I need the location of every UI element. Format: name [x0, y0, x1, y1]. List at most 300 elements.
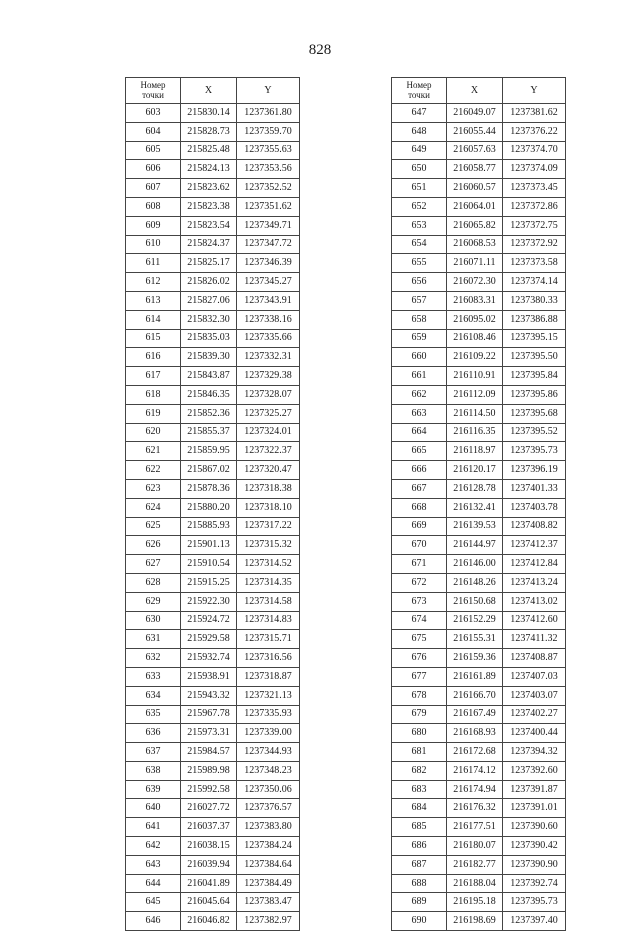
- cell-point-number: 611: [126, 254, 181, 273]
- cell-point-number: 636: [126, 724, 181, 743]
- cell-y: 1237381.62: [503, 104, 566, 123]
- cell-point-number: 644: [126, 874, 181, 893]
- header-y: Y: [237, 78, 300, 104]
- cell-x: 216198.69: [447, 912, 503, 931]
- cell-point-number: 625: [126, 517, 181, 536]
- cell-point-number: 648: [392, 122, 447, 141]
- cell-y: 1237408.87: [503, 649, 566, 668]
- cell-point-number: 687: [392, 855, 447, 874]
- cell-point-number: 632: [126, 649, 181, 668]
- cell-y: 1237412.37: [503, 536, 566, 555]
- cell-x: 216152.29: [447, 611, 503, 630]
- table-row: [126, 367, 300, 386]
- cell-point-number: 616: [126, 348, 181, 367]
- cell-y: 1237397.40: [503, 912, 566, 931]
- table-body-left: [126, 104, 300, 931]
- table-row: [126, 536, 300, 555]
- cell-point-number: 661: [392, 367, 447, 386]
- cell-point-number: 686: [392, 837, 447, 856]
- table-row: [126, 479, 300, 498]
- cell-y: 1237395.73: [503, 893, 566, 912]
- cell-point-number: 630: [126, 611, 181, 630]
- table-row: [392, 818, 566, 837]
- cell-x: 215924.72: [181, 611, 237, 630]
- cell-x: 216109.22: [447, 348, 503, 367]
- cell-point-number: 614: [126, 310, 181, 329]
- cell-y: 1237395.68: [503, 404, 566, 423]
- cell-x: 216195.18: [447, 893, 503, 912]
- cell-x: 216182.77: [447, 855, 503, 874]
- cell-x: 215835.03: [181, 329, 237, 348]
- cell-point-number: 678: [392, 686, 447, 705]
- table-row: [392, 517, 566, 536]
- table-row: [126, 705, 300, 724]
- cell-y: 1237355.63: [237, 141, 300, 160]
- cell-point-number: 643: [126, 855, 181, 874]
- cell-x: 215827.06: [181, 291, 237, 310]
- cell-x: 215901.13: [181, 536, 237, 555]
- cell-point-number: 626: [126, 536, 181, 555]
- header-y: Y: [503, 78, 566, 104]
- cell-point-number: 607: [126, 179, 181, 198]
- cell-point-number: 667: [392, 479, 447, 498]
- cell-y: 1237343.91: [237, 291, 300, 310]
- cell-point-number: 608: [126, 197, 181, 216]
- table-row: [392, 855, 566, 874]
- cell-point-number: 640: [126, 799, 181, 818]
- cell-y: 1237384.24: [237, 837, 300, 856]
- cell-point-number: 656: [392, 273, 447, 292]
- cell-x: 216045.64: [181, 893, 237, 912]
- cell-point-number: 690: [392, 912, 447, 931]
- table-row: [392, 649, 566, 668]
- cell-x: 216168.93: [447, 724, 503, 743]
- table-row: [126, 329, 300, 348]
- table-row: [392, 479, 566, 498]
- cell-y: 1237382.97: [237, 912, 300, 931]
- cell-point-number: 649: [392, 141, 447, 160]
- cell-x: 216049.07: [447, 104, 503, 123]
- cell-x: 215825.17: [181, 254, 237, 273]
- cell-x: 215929.58: [181, 630, 237, 649]
- cell-x: 215910.54: [181, 555, 237, 574]
- cell-y: 1237384.64: [237, 855, 300, 874]
- cell-x: 216148.26: [447, 573, 503, 592]
- cell-x: 215859.95: [181, 442, 237, 461]
- cell-y: 1237384.49: [237, 874, 300, 893]
- cell-x: 216038.15: [181, 837, 237, 856]
- cell-y: 1237390.42: [503, 837, 566, 856]
- cell-point-number: 689: [392, 893, 447, 912]
- cell-x: 216072.30: [447, 273, 503, 292]
- cell-point-number: 617: [126, 367, 181, 386]
- table-row: [126, 743, 300, 762]
- table-row: [392, 592, 566, 611]
- cell-x: 215823.38: [181, 197, 237, 216]
- cell-point-number: 666: [392, 461, 447, 480]
- cell-y: 1237344.93: [237, 743, 300, 762]
- cell-point-number: 612: [126, 273, 181, 292]
- cell-point-number: 639: [126, 780, 181, 799]
- cell-x: 216041.89: [181, 874, 237, 893]
- cell-x: 215967.78: [181, 705, 237, 724]
- cell-y: 1237351.62: [237, 197, 300, 216]
- coordinates-table-right: [391, 77, 566, 931]
- cell-y: 1237318.38: [237, 479, 300, 498]
- table-row: [392, 404, 566, 423]
- cell-x: 216118.97: [447, 442, 503, 461]
- cell-point-number: 606: [126, 160, 181, 179]
- cell-y: 1237400.44: [503, 724, 566, 743]
- cell-y: 1237372.75: [503, 216, 566, 235]
- cell-x: 216188.04: [447, 874, 503, 893]
- cell-x: 215915.25: [181, 573, 237, 592]
- cell-y: 1237315.71: [237, 630, 300, 649]
- table-row: [126, 160, 300, 179]
- cell-point-number: 662: [392, 385, 447, 404]
- cell-point-number: 688: [392, 874, 447, 893]
- table-row: [392, 799, 566, 818]
- table-row: [392, 310, 566, 329]
- cell-point-number: 675: [392, 630, 447, 649]
- cell-y: 1237324.01: [237, 423, 300, 442]
- table-row: [126, 630, 300, 649]
- cell-point-number: 668: [392, 498, 447, 517]
- cell-y: 1237374.09: [503, 160, 566, 179]
- cell-y: 1237374.14: [503, 273, 566, 292]
- cell-x: 215843.87: [181, 367, 237, 386]
- cell-x: 216172.68: [447, 743, 503, 762]
- cell-point-number: 610: [126, 235, 181, 254]
- table-row: [126, 649, 300, 668]
- cell-point-number: 609: [126, 216, 181, 235]
- cell-point-number: 670: [392, 536, 447, 555]
- table-row: [126, 761, 300, 780]
- cell-y: 1237395.86: [503, 385, 566, 404]
- cell-y: 1237322.37: [237, 442, 300, 461]
- cell-x: 216128.78: [447, 479, 503, 498]
- table-row: [392, 461, 566, 480]
- cell-point-number: 653: [392, 216, 447, 235]
- table-row: [126, 555, 300, 574]
- cell-x: 215823.62: [181, 179, 237, 198]
- cell-x: 216174.94: [447, 780, 503, 799]
- cell-x: 216159.36: [447, 649, 503, 668]
- cell-y: 1237359.70: [237, 122, 300, 141]
- table-row: [392, 122, 566, 141]
- cell-y: 1237401.33: [503, 479, 566, 498]
- cell-point-number: 651: [392, 179, 447, 198]
- cell-y: 1237395.50: [503, 348, 566, 367]
- cell-x: 216166.70: [447, 686, 503, 705]
- cell-y: 1237348.23: [237, 761, 300, 780]
- cell-x: 215828.73: [181, 122, 237, 141]
- cell-x: 216139.53: [447, 517, 503, 536]
- cell-x: 216058.77: [447, 160, 503, 179]
- cell-x: 215832.30: [181, 310, 237, 329]
- cell-y: 1237376.57: [237, 799, 300, 818]
- cell-y: 1237392.74: [503, 874, 566, 893]
- cell-point-number: 682: [392, 761, 447, 780]
- cell-point-number: 659: [392, 329, 447, 348]
- table-row: [392, 104, 566, 123]
- cell-x: 215846.35: [181, 385, 237, 404]
- cell-y: 1237321.13: [237, 686, 300, 705]
- cell-x: 215984.57: [181, 743, 237, 762]
- cell-y: 1237395.15: [503, 329, 566, 348]
- cell-point-number: 663: [392, 404, 447, 423]
- cell-x: 216055.44: [447, 122, 503, 141]
- header-x: X: [447, 78, 503, 104]
- cell-x: 216068.53: [447, 235, 503, 254]
- cell-x: 215855.37: [181, 423, 237, 442]
- cell-point-number: 623: [126, 479, 181, 498]
- cell-point-number: 642: [126, 837, 181, 856]
- cell-y: 1237413.02: [503, 592, 566, 611]
- table-row: [392, 348, 566, 367]
- cell-x: 216161.89: [447, 667, 503, 686]
- table-row: [392, 893, 566, 912]
- cell-y: 1237314.83: [237, 611, 300, 630]
- cell-x: 216060.57: [447, 179, 503, 198]
- table-row: [126, 498, 300, 517]
- cell-point-number: 618: [126, 385, 181, 404]
- cell-y: 1237332.31: [237, 348, 300, 367]
- table-row: [126, 404, 300, 423]
- cell-y: 1237350.06: [237, 780, 300, 799]
- table-row: [392, 273, 566, 292]
- cell-y: 1237374.70: [503, 141, 566, 160]
- cell-point-number: 613: [126, 291, 181, 310]
- cell-x: 215989.98: [181, 761, 237, 780]
- table-row: [392, 837, 566, 856]
- table-row: [126, 780, 300, 799]
- cell-point-number: 664: [392, 423, 447, 442]
- cell-x: 216108.46: [447, 329, 503, 348]
- cell-y: 1237395.84: [503, 367, 566, 386]
- table-row: [126, 874, 300, 893]
- cell-x: 215824.13: [181, 160, 237, 179]
- cell-x: 216132.41: [447, 498, 503, 517]
- table-row: [126, 611, 300, 630]
- cell-x: 216155.31: [447, 630, 503, 649]
- cell-point-number: 683: [392, 780, 447, 799]
- cell-x: 216174.12: [447, 761, 503, 780]
- table-row: [126, 667, 300, 686]
- cell-x: 215992.58: [181, 780, 237, 799]
- cell-point-number: 685: [392, 818, 447, 837]
- cell-x: 216037.37: [181, 818, 237, 837]
- cell-point-number: 673: [392, 592, 447, 611]
- header-point-number: Номер точки: [126, 78, 181, 104]
- cell-y: 1237347.72: [237, 235, 300, 254]
- table-row: [392, 780, 566, 799]
- table-body-right: [392, 104, 566, 931]
- page-number: 828: [308, 42, 332, 58]
- cell-x: 215943.32: [181, 686, 237, 705]
- cell-x: 216027.72: [181, 799, 237, 818]
- cell-y: 1237346.39: [237, 254, 300, 273]
- cell-point-number: 658: [392, 310, 447, 329]
- table-row: [126, 855, 300, 874]
- table-row: [392, 912, 566, 931]
- cell-point-number: 669: [392, 517, 447, 536]
- table-row: [126, 273, 300, 292]
- cell-x: 215839.30: [181, 348, 237, 367]
- cell-x: 215932.74: [181, 649, 237, 668]
- table-row: [392, 179, 566, 198]
- cell-y: 1237329.38: [237, 367, 300, 386]
- cell-x: 215825.48: [181, 141, 237, 160]
- table-row: [392, 141, 566, 160]
- cell-y: 1237338.16: [237, 310, 300, 329]
- table-row: [126, 348, 300, 367]
- table-row: [126, 724, 300, 743]
- cell-x: 216071.11: [447, 254, 503, 273]
- cell-point-number: 677: [392, 667, 447, 686]
- cell-y: 1237392.60: [503, 761, 566, 780]
- table-row: [392, 235, 566, 254]
- cell-x: 216114.50: [447, 404, 503, 423]
- cell-x: 216177.51: [447, 818, 503, 837]
- cell-x: 216057.63: [447, 141, 503, 160]
- cell-x: 216110.91: [447, 367, 503, 386]
- table-row: [126, 461, 300, 480]
- cell-point-number: 635: [126, 705, 181, 724]
- cell-y: 1237339.00: [237, 724, 300, 743]
- header-x: X: [181, 78, 237, 104]
- cell-x: 216095.02: [447, 310, 503, 329]
- table-row: [126, 837, 300, 856]
- cell-y: 1237408.82: [503, 517, 566, 536]
- cell-y: 1237412.84: [503, 555, 566, 574]
- table-row: [392, 573, 566, 592]
- table-header-row: [392, 78, 566, 104]
- cell-y: 1237349.71: [237, 216, 300, 235]
- table-row: [392, 291, 566, 310]
- table-row: [126, 912, 300, 931]
- cell-x: 215885.93: [181, 517, 237, 536]
- header-point-number: Номер точки: [392, 78, 447, 104]
- cell-x: 216176.32: [447, 799, 503, 818]
- cell-x: 215830.14: [181, 104, 237, 123]
- cell-point-number: 622: [126, 461, 181, 480]
- cell-x: 216150.68: [447, 592, 503, 611]
- coordinates-table-left: [125, 77, 300, 931]
- cell-y: 1237383.80: [237, 818, 300, 837]
- table-row: [126, 573, 300, 592]
- cell-point-number: 665: [392, 442, 447, 461]
- table-row: [392, 329, 566, 348]
- cell-x: 215826.02: [181, 273, 237, 292]
- cell-point-number: 674: [392, 611, 447, 630]
- cell-point-number: 631: [126, 630, 181, 649]
- cell-y: 1237390.60: [503, 818, 566, 837]
- table-row: [392, 442, 566, 461]
- table-row: [126, 235, 300, 254]
- cell-point-number: 624: [126, 498, 181, 517]
- cell-point-number: 620: [126, 423, 181, 442]
- table-row: [392, 385, 566, 404]
- table-header-row: [126, 78, 300, 104]
- cell-point-number: 671: [392, 555, 447, 574]
- cell-y: 1237380.33: [503, 291, 566, 310]
- cell-point-number: 647: [392, 104, 447, 123]
- cell-y: 1237407.03: [503, 667, 566, 686]
- cell-y: 1237383.47: [237, 893, 300, 912]
- table-row: [392, 423, 566, 442]
- cell-y: 1237361.80: [237, 104, 300, 123]
- cell-point-number: 645: [126, 893, 181, 912]
- cell-x: 216180.07: [447, 837, 503, 856]
- cell-point-number: 628: [126, 573, 181, 592]
- cell-y: 1237345.27: [237, 273, 300, 292]
- table-row: [126, 442, 300, 461]
- cell-point-number: 676: [392, 649, 447, 668]
- table-row: [392, 367, 566, 386]
- table-row: [392, 724, 566, 743]
- table-row: [126, 254, 300, 273]
- cell-x: 216112.09: [447, 385, 503, 404]
- cell-y: 1237402.27: [503, 705, 566, 724]
- cell-y: 1237372.86: [503, 197, 566, 216]
- cell-y: 1237325.27: [237, 404, 300, 423]
- cell-y: 1237411.32: [503, 630, 566, 649]
- cell-x: 215852.36: [181, 404, 237, 423]
- table-row: [126, 385, 300, 404]
- cell-y: 1237372.92: [503, 235, 566, 254]
- cell-point-number: 679: [392, 705, 447, 724]
- table-row: [392, 705, 566, 724]
- cell-y: 1237391.01: [503, 799, 566, 818]
- cell-point-number: 629: [126, 592, 181, 611]
- table-row: [392, 498, 566, 517]
- cell-y: 1237317.22: [237, 517, 300, 536]
- table-row: [392, 743, 566, 762]
- cell-x: 216065.82: [447, 216, 503, 235]
- cell-point-number: 681: [392, 743, 447, 762]
- cell-y: 1237335.93: [237, 705, 300, 724]
- cell-point-number: 646: [126, 912, 181, 931]
- table-row: [392, 555, 566, 574]
- cell-point-number: 633: [126, 667, 181, 686]
- cell-point-number: 641: [126, 818, 181, 837]
- cell-y: 1237314.58: [237, 592, 300, 611]
- cell-y: 1237386.88: [503, 310, 566, 329]
- table-row: [392, 216, 566, 235]
- cell-point-number: 654: [392, 235, 447, 254]
- table-row: [126, 818, 300, 837]
- cell-point-number: 638: [126, 761, 181, 780]
- cell-y: 1237335.66: [237, 329, 300, 348]
- cell-y: 1237318.10: [237, 498, 300, 517]
- cell-y: 1237352.52: [237, 179, 300, 198]
- table-row: [126, 104, 300, 123]
- table-row: [126, 291, 300, 310]
- cell-point-number: 615: [126, 329, 181, 348]
- cell-y: 1237318.87: [237, 667, 300, 686]
- cell-y: 1237395.73: [503, 442, 566, 461]
- cell-x: 216064.01: [447, 197, 503, 216]
- table-row: [392, 536, 566, 555]
- table-row: [392, 686, 566, 705]
- cell-x: 216146.00: [447, 555, 503, 574]
- cell-x: 215823.54: [181, 216, 237, 235]
- table-row: [126, 216, 300, 235]
- cell-point-number: 627: [126, 555, 181, 574]
- cell-point-number: 652: [392, 197, 447, 216]
- cell-point-number: 660: [392, 348, 447, 367]
